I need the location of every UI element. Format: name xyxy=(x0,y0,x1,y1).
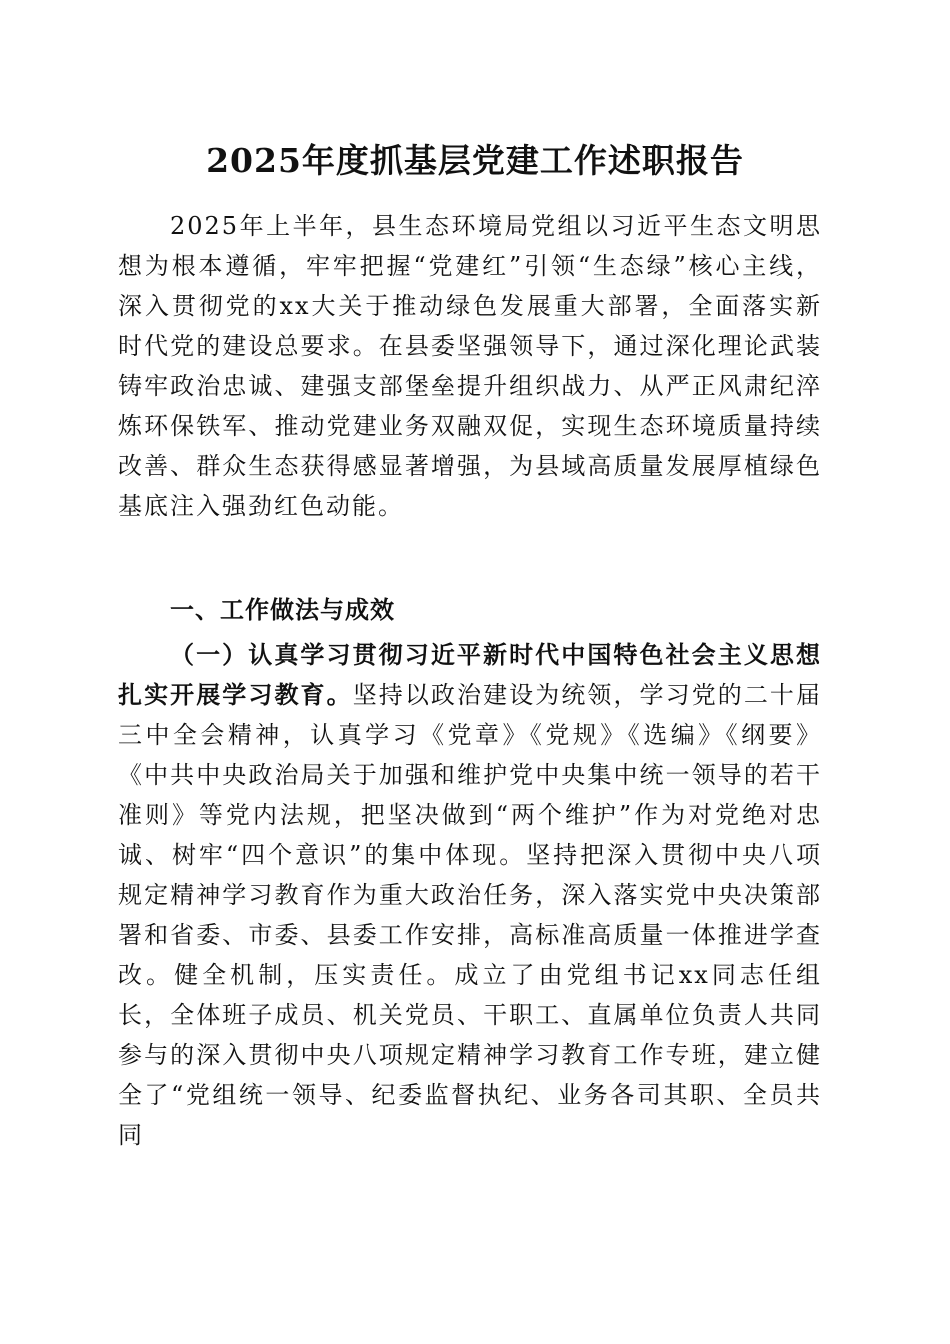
subsection-heading: （一）认真学习贯彻习近平新时代中国特色社会主义思想扎实开展学习教育。 xyxy=(118,640,822,709)
document-title: 2025年度抓基层党建工作述职报告 xyxy=(206,141,744,180)
intro-paragraph: 2025年上半年，县生态环境局党组以习近平生态文明思想为根本遵循，牢牢把握“党建红”引领“生态绿”核心主线，深入贯彻党的xx大关于推动绿色发展重大部署，全面落实新时代党的建设总要求。在县委坚强领导下，通过深化理论武装铸牢政治忠诚、建强支部堡垒提升组织战力、从严正风肃纪淬炼环保铁军、推动党建业务双融双促，实现生态环境质量持续改善、群众生态获得感显著增强，为县域高质量发展厚植绿色基底注入强劲红色动能。 xyxy=(118,212,822,520)
subsection-body: 坚持以政治建设为统领，学习党的二十届三中全会精神，认真学习《党章》《党规》《选编》《纲要》《中共中央政治局关于加强和维护党中央集中统一领导的若干准则》等党内法规，把坚决做到“两个维护”作为对党绝对忠诚、树牢“四个意识”的集中体现。坚持把深入贯彻中央八项规定精神学习教育作为重大政治任务，深入落实党中央决策部署和省委、市委、县委工作安排，高标准高质量一体推进学查改。健全机制，压实责任。成立了由党组书记xx同志任组长，全体班子成员、机关党员、干职工、直属单位负责人共同参与的深入贯彻中央八项规定精神学习教育工作专班，建立健全了“党组统一领导、纪委监督执纪、业务各司其职、全员共同 xyxy=(118,681,823,1149)
subsection-paragraph xyxy=(118,635,822,1155)
section-heading: 一、工作做法与成效 xyxy=(170,596,395,624)
